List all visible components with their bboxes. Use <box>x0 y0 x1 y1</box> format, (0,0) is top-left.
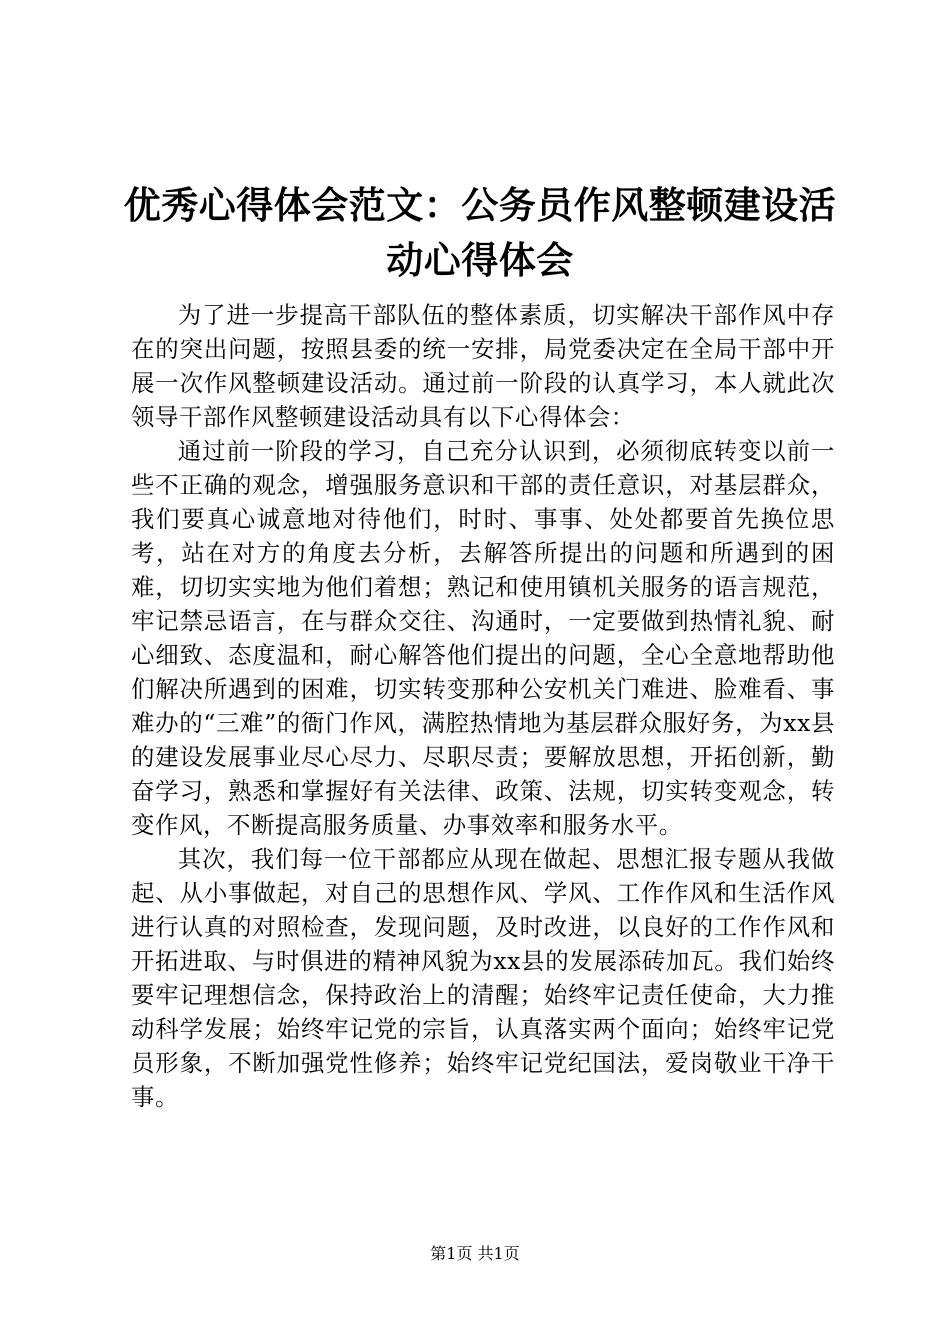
paragraph-intro: 为了进一步提高干部队伍的整体素质，切实解决干部作风中存在的突出问题，按照县委的统一安排，局党委决定在全局干部中开展一次作风整顿建设活动。通过前一阶段的认真学习，本人就此次领导干部作风整顿建设活动具有以下心得体会： <box>131 301 835 431</box>
paragraph-first-point: 通过前一阶段的学习，自己充分认识到，必须彻底转变以前一些不正确的观念，增强服务意识和干部的责任意识，对基层群众，我们要真心诚意地对待他们，时时、事事、处处都要首先换位思考，站在对方的角度去分析，去解答所提出的问题和所遇到的困难，切切实实地为他们着想；熟记和使用镇机关服务的语言规范，牢记禁忌语言，在与群众交往、沟通时，一定要做到热情礼貌、耐心细致、态度温和，耐心解答他们提出的问题，全心全意地帮助他们解决所遇到的困难，切实转变那种公安机关门难进、脸难看、事难办的“三难”的衙门作风，满腔热情地为基层群众服好务，为xx县的建设发展事业尽心尽力、尽职尽责；要解放思想，开拓创新，勤奋学习，熟悉和掌握好有关法律、政策、法规，切实转变观念，转变作风，不断提高服务质量、办事效率和服务水平。 <box>131 437 835 839</box>
paragraph-second-point: 其次，我们每一位干部都应从现在做起、思想汇报专题从我做起、从小事做起，对自己的思想作风、学风、工作作风和生活作风进行认真的对照检查，发现问题，及时改进，以良好的工作作风和开拓进取、与时俱进的精神风貌为xx县的发展添砖加瓦。我们始终要牢记理想信念，保持政治上的清醒；始终牢记责任使命，大力推动科学发展；始终牢记党的宗旨，认真落实两个面向；始终牢记党员形象，不断加强党性修养；始终牢记党纪国法，爱岗敬业干净干事。 <box>131 845 835 1111</box>
document-title: 优秀心得体会范文：公务员作风整顿建设活动心得体会 <box>123 184 837 282</box>
page-footer: 第1页 共1页 <box>430 1244 520 1263</box>
document-body <box>131 298 835 1114</box>
